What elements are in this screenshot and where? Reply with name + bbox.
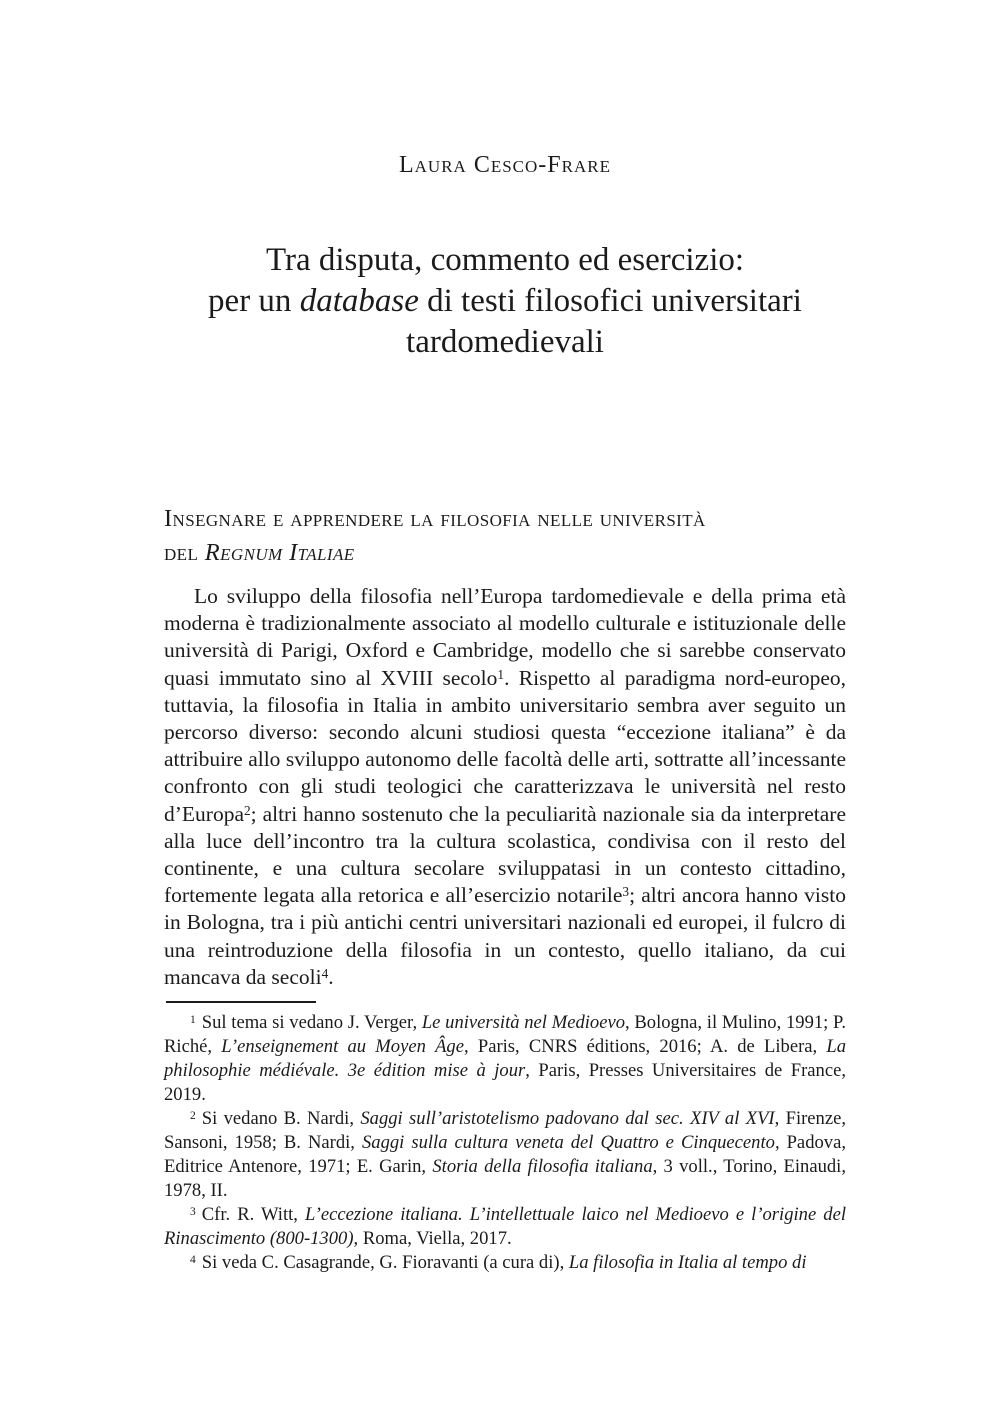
footnote-1 (164, 1011, 846, 1107)
section-heading-line-1: Insegnare e apprendere la filosofia nelle università (164, 505, 706, 532)
footnote-1-number: 1 (190, 1013, 196, 1026)
footnote-3-text: Cfr. R. Witt, L’eccezione italiana. L’intellettuale laico nel Medioevo e l’origine del Rinascimento (800-1300), Roma, Viella, 2017. (164, 1204, 846, 1249)
title-line-2: per un database di testi filosofici universitari (208, 283, 802, 319)
title-line-1: Tra disputa, commento ed esercizio: (265, 242, 745, 278)
section-heading-line-2: del Regnum Italiae (164, 539, 355, 566)
title-line-3: tardomedievali (406, 324, 604, 360)
article-title (164, 240, 846, 363)
footnote-1-text: Sul tema si vedano J. Verger, Le università nel Medioevo, Bologna, il Mulino, 1991; P. Riché, L’enseignement au Moyen Âge, Paris, CNRS éditions, 2016; A. de Libera, La philosophie médiévale. 3e édition mise à jour, Paris, Presses Universitaires de France, 2019. (164, 1012, 847, 1105)
footnote-2-text: Si vedano B. Nardi, Saggi sull’aristotelismo padovano dal sec. XIV al XVI, Firenze, Sansoni, 1958; B. Nardi, Saggi sulla cultura veneta del Quattro e Cinquecento, Padova, Editrice Antenore, 1971; E. Garin, Storia della filosofia italiana, 3 voll., Torino, Einaudi, 1978, II. (164, 1108, 847, 1201)
footnote-4 (164, 1251, 846, 1275)
footnote-separator-rule (166, 1001, 316, 1003)
footnote-3 (164, 1203, 846, 1251)
author-name: Laura Cesco-Frare (399, 152, 611, 178)
footnotes-block (164, 1011, 846, 1275)
footnote-3-number: 3 (190, 1205, 196, 1218)
footnote-2-number: 2 (190, 1109, 196, 1122)
footnote-2 (164, 1107, 846, 1203)
footnote-4-text: Si veda C. Casagrande, G. Fioravanti (a cura di), La filosofia in Italia al tempo di (201, 1252, 807, 1273)
section-heading (164, 502, 846, 570)
body-paragraph: Lo sviluppo della filosofia nell’Europa tardomedievale e della prima età moderna è tradizionalmente associato al modello culturale e istituzionale delle università di Parigi, Oxford e Cambridge, modello che si sarebbe conservato quasi immutato sino al XVIII secolo$^1$. Rispetto al paradigma nord-europeo, tuttavia, la filosofia in Italia in ambito universitario sembra aver seguito un percorso diverso: secondo alcuni studiosi questa “eccezione italiana” è da attribuire allo sviluppo autonomo delle facoltà delle arti, sottratte all’incessante confronto con gli studi teologici che caratterizzava le università nel resto d’Europa$^2$; altri hanno sostenuto che la peculiarità nazionale sia da interpretare alla luce dell’incontro tra la cultura scolastica, condivisa con il resto del continente, e una cultura secolare sviluppatasi in un contesto cittadino, fortemente legata alla retorica e all’esercizio notarile$^3$; altri ancora hanno visto in Bologna, tra i più antichi centri universitari nazionali ed europei, il fulcro di una reintroduzione della filosofia in un contesto, quello italiano, da cui mancava da secoli$^4$. (164, 584, 846, 989)
footnote-4-number: 4 (190, 1253, 196, 1266)
